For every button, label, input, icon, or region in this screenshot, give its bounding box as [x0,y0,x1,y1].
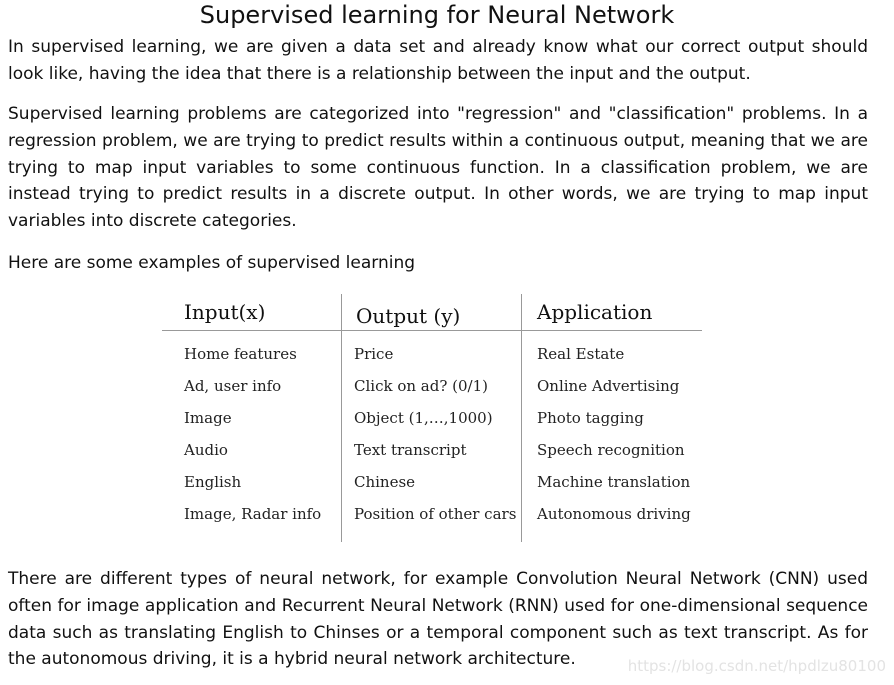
examples-intro-paragraph: Here are some examples of supervised learning [8,253,416,273]
table-cell: Machine translation [537,473,691,491]
table-cell: Ad, user info [184,377,282,395]
table-cell: Click on ad? (0/1) [354,377,488,395]
table-cell: Real Estate [537,345,625,363]
table-cell: Image [184,409,232,427]
page-title: Supervised learning for Neural Network [199,1,675,29]
table-cell: Position of other cars [354,505,517,523]
table-cell: Object (1,…,1000) [354,409,493,427]
table-cell: English [184,473,242,491]
table-cell: Speech recognition [537,441,685,459]
table-header-application: Application [537,300,653,324]
table-cell: Online Advertising [537,377,680,395]
table-header-input: Input(x) [184,300,266,324]
table-header-rule [162,330,702,331]
table-column-divider [341,294,342,542]
table-cell: Audio [184,441,228,459]
table-column-divider [521,294,522,542]
intro-paragraph: In supervised learning, we are given a data set and already know what our correct output should look like, having the idea that there is a relationship between the input and the output. [8,37,868,84]
watermark: https://blog.csdn.net/hpdlzu80100 [627,657,886,675]
table-cell: Image, Radar info [184,505,322,523]
table-cell: Home features [184,345,297,363]
network-types-paragraph: There are different types of neural network, for example Convolution Neural Network (CNN) used often for image application and Recurrent Neural Network (RNN) used for one-dimensional sequence data such as translating English to Chinses or a temporal component such as text transcript. As for the autonomous driving, it is a hybrid neural network architecture. [8,569,868,670]
table-cell: Price [354,345,394,363]
regression-classification-paragraph: Supervised learning problems are categorized into "regression" and "classification" problems. In a regression problem, we are trying to predict results within a continuous output, meaning that we are trying to map input variables to some continuous function. In a classification problem, we are instead trying to predict results in a discrete output. In other words, we are trying to map input variables into discrete categories. [8,104,868,232]
examples-table [162,294,702,542]
table-cell: Autonomous driving [537,505,691,523]
table-cell: Chinese [354,473,416,491]
table-cell: Photo tagging [537,409,644,427]
table-cell: Text transcript [354,441,467,459]
table-header-output: Output (y) [356,304,461,328]
